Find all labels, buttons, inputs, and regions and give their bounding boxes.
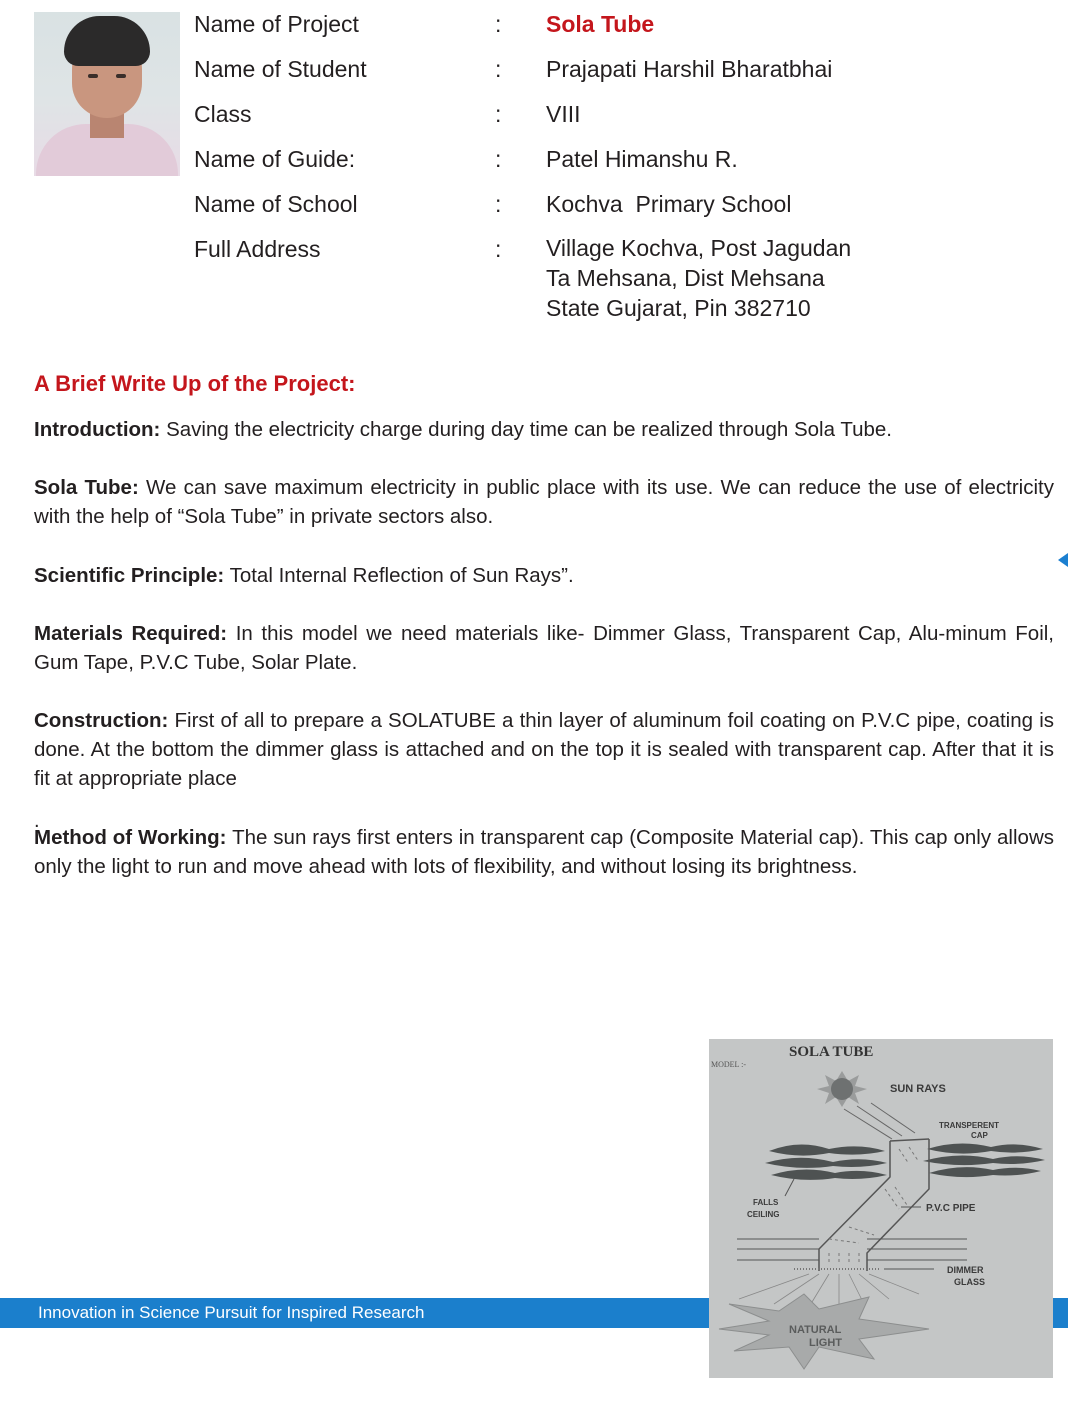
info-colon: : [495,56,502,82]
paragraph-heading: Construction: [34,709,169,732]
info-label: Full Address [194,236,321,262]
paragraph-construction [34,706,1054,793]
paragraph-text: The sun rays first enters in transparent cap (Composite Material cap). This cap only allows only the light to run and move ahead with lots of flexibility, and without losing its brightness. [34,826,1054,878]
info-label: Name of Guide: [194,146,356,172]
stray-dot: . [34,810,40,832]
info-colon: : [495,101,502,127]
page-marker-arrow-icon [1058,553,1068,567]
ceiling-label: CEILING [747,1210,780,1219]
info-label: Name of Project [194,11,359,37]
photo-eye [116,74,126,78]
info-label: Class [194,101,252,127]
address-line: Village Kochva, Post Jagudan [546,235,852,261]
info-label: Name of School [194,191,358,217]
paragraph-scientific-principle [34,561,1054,590]
diagram-title: SOLA TUBE [789,1044,874,1060]
paragraph-heading: Introduction: [34,418,161,441]
info-colon: : [495,236,502,262]
info-colon: : [495,11,502,37]
paragraph-heading: Scientific Principle: [34,564,225,587]
paragraph-text: We can save maximum electricity in public place with its use. We can reduce the use of electricity with the help of “Sola Tube” in private sectors also. [34,476,1054,528]
photo-eye [88,74,98,78]
paragraph-heading: Materials Required: [34,622,228,645]
cap-label: TRANSPERENT [939,1121,1000,1130]
class-value: VIII [546,101,581,127]
student-photo [34,12,180,176]
info-colon: : [495,146,502,172]
natural-light-label: NATURAL [789,1324,842,1336]
address-line: State Gujarat, Pin 382710 [546,295,811,321]
writeup-title: A Brief Write Up of the Project: [34,371,356,396]
glass-label: DIMMER [947,1265,984,1275]
paragraph-text: Saving the electricity charge during day time can be realized through Sola Tube. [166,418,892,441]
paragraph-heading: Sola Tube: [34,476,139,499]
ceiling-label: FALLS [753,1198,779,1207]
glass-label: GLASS [954,1277,986,1287]
project-name: Sola Tube [546,11,655,37]
pipe-label: P.V.C PIPE [926,1203,976,1214]
address-value [546,233,851,323]
paragraph-heading: Method of Working: [34,826,227,849]
paragraph-materials [34,619,1054,677]
sola-tube-diagram [709,1039,1053,1378]
paragraph-method [34,823,1054,881]
guide-name: Patel Himanshu R. [546,146,738,172]
school-name: Kochva Primary School [546,191,792,217]
paragraph-text: Total Internal Reflection of Sun Rays”. [229,564,574,587]
paragraph-text: In this model we need materials like- Dimmer Glass, Transparent Cap, Alu-minum Foil, Gum Tape, P.V.C Tube, Solar Plate. [34,622,1054,674]
diagram-model-label: MODEL :- [711,1060,747,1069]
paragraph-sola-tube [34,473,1054,531]
natural-light-label: LIGHT [809,1337,842,1349]
address-line: Ta Mehsana, Dist Mehsana [546,265,825,291]
sun-rays-label: SUN RAYS [890,1083,946,1095]
footer-tagline: Innovation in Science Pursuit for Inspired Research [38,1303,425,1322]
student-name: Prajapati Harshil Bharatbhai [546,56,833,82]
info-colon: : [495,191,502,217]
cap-label: CAP [971,1131,988,1140]
paragraph-text: First of all to prepare a SOLATUBE a thin layer of aluminum foil coating on P.V.C pipe, coating is done. At the bottom the dimmer glass is attached and on the top it is sealed with transparent cap. After that it is fit at appropriate place [34,709,1054,790]
photo-hair [64,16,150,66]
paragraph-introduction [34,415,1054,444]
info-label: Name of Student [194,56,367,82]
